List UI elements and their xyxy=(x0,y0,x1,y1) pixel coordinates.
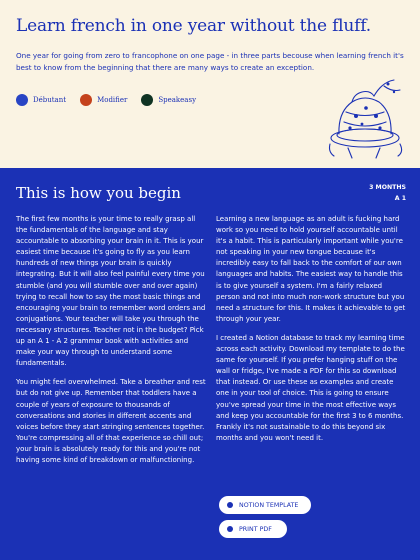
legend-label: Speakeasy xyxy=(158,96,197,104)
bullet-dot-icon xyxy=(227,502,233,508)
header-panel xyxy=(0,0,420,168)
legend-label: Modifier xyxy=(97,96,128,104)
debutant-dot-icon xyxy=(16,94,28,106)
legend-item-modifier xyxy=(80,94,127,106)
notion-template-button[interactable] xyxy=(219,496,311,514)
level-legend xyxy=(16,94,210,106)
legend-item-speakeasy xyxy=(141,94,196,106)
paragraph: You might feel overwhelmed. Take a breather and rest but do not give up. Remember that toddlers have a couple of years of exposure to thousands of conversations and stories in different accents and voices before they start stringing sentences together. You're compressing all of that experience so chill out; your brain is absolutely ready for this and you're not having some kind of breakdown or malfunctioning. xyxy=(16,378,206,464)
right-column xyxy=(216,214,406,452)
content-panel xyxy=(0,168,420,560)
level-label: A 1 xyxy=(394,195,406,202)
page-subtitle: One year for going from zero to francophone on one page - in three parts becouse when learning french it's best to know from the beginning that there are many ways to create an exception. xyxy=(16,51,404,72)
paragraph: The first few months is your time to really grasp all the fundamentals of the language and stay accountable to absorbing your brain in it. This is your easiest time because it's going to fly as you learn hundreds of new things your brain is quickly integrating. But it will also feel painful every time you stumble (and you will stumble over and over again) trying to recall how to say the most basic things and encouraging your brain to remember word orders and conjugations. Your teacher will take you through the necessary structures. Teacher not in the budget? Pick up an A 1 - A 2 grammar book with activities and make your way through to understand some fundamentals. xyxy=(16,215,206,368)
left-column xyxy=(16,214,206,474)
notion-template-label: NOTION TEMPLATE xyxy=(239,501,299,509)
section-meta xyxy=(369,182,406,204)
bullet-dot-icon xyxy=(227,526,233,532)
modifier-dot-icon xyxy=(80,94,92,106)
print-pdf-button[interactable] xyxy=(219,520,287,538)
speakeasy-dot-icon xyxy=(141,94,153,106)
legend-label: Débutant xyxy=(33,96,67,104)
paragraph: Learning a new language as an adult is fucking hard work so you need to hold yourself accountable until it's a habit. This is particularly important while you're not speaking in your new tongue because it's incredibly easy to fall back to the comfort of our own languages and habits. The easiest way to handle this is to give yourself a system. I'm a fairly relaxed person and not into much non-work structure but you need a structure for this. It makes it achievable to get through your year. xyxy=(216,215,406,323)
print-pdf-label: PRINT PDF xyxy=(239,525,272,533)
section-title: This is how you begin xyxy=(16,184,181,202)
page-title: Learn french in one year without the fluff. xyxy=(16,16,371,36)
legend-item-debutant xyxy=(16,94,66,106)
duration-label: 3 MONTHS xyxy=(369,184,406,191)
paragraph: I created a Notion database to track my learning time across each activity. Download my template to do the same for yourself. If you prefer hanging stuff on the wall or fridge, I've made a PDF for this so download that instead. Or use these as examples and create one in your tool of choice. This is going to ensure you've spread your time in the most effective ways and keep you accountable for the first 3 to 6 months. Frankly it's not sustainable to do this beyond six months and you won't need it. xyxy=(216,333,405,442)
food-sketch-illustration xyxy=(322,72,408,160)
